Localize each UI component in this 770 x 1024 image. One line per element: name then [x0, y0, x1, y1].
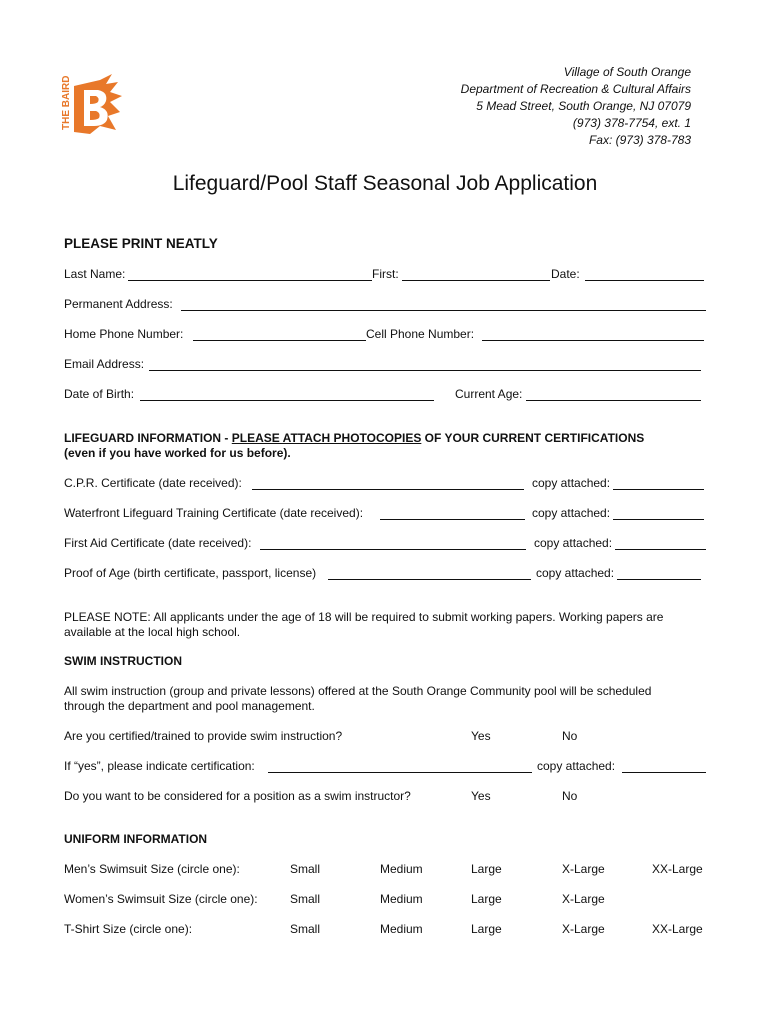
baird-logo — [60, 68, 130, 140]
date-label: Date: — [551, 267, 580, 281]
first-name-field[interactable] — [402, 280, 550, 281]
lifeguard-subheading: (even if you have worked for us before). — [64, 446, 291, 460]
org-address-block — [461, 64, 691, 149]
swim-certification-field[interactable] — [268, 772, 532, 773]
home-phone-label: Home Phone Number: — [64, 327, 184, 341]
dob-field[interactable] — [140, 400, 434, 401]
first-aid-label: First Aid Certificate (date received): — [64, 536, 252, 550]
org-line: (973) 378-7754, ext. 1 — [572, 116, 691, 130]
address-label: Permanent Address: — [64, 297, 173, 311]
lifeguard-heading — [64, 431, 644, 445]
first-aid-copy-label: copy attached: — [534, 536, 613, 550]
waterfront-copy-label: copy attached: — [532, 506, 611, 520]
cpr-copy-field[interactable] — [613, 489, 704, 490]
swim-certified-no[interactable]: No — [562, 729, 578, 743]
org-line: Fax: (973) 378-783 — [588, 133, 691, 147]
org-line: 5 Mead Street, South Orange, NJ 07079 — [476, 99, 691, 113]
size-option[interactable]: Small — [290, 862, 321, 876]
swim-intro-2: through the department and pool management. — [64, 699, 315, 713]
size-option[interactable]: Medium — [380, 922, 423, 936]
uniform-heading: UNIFORM INFORMATION — [64, 832, 208, 846]
swim-intro-1: All swim instruction (group and private lessons) offered at the South Orange Community pool will be scheduled — [64, 684, 652, 698]
swim-instructor-no[interactable]: No — [562, 789, 578, 803]
waterfront-copy-field[interactable] — [613, 519, 704, 520]
age-field[interactable] — [526, 400, 701, 401]
home-phone-field[interactable] — [193, 340, 366, 341]
womens-swimsuit-label: Women’s Swimsuit Size (circle one): — [64, 892, 258, 906]
size-option[interactable]: Large — [471, 922, 502, 936]
waterfront-label: Waterfront Lifeguard Training Certificate (date received): — [64, 506, 364, 520]
cpr-copy-label: copy attached: — [532, 476, 611, 490]
first-aid-date-field[interactable] — [260, 549, 526, 550]
cpr-label: C.P.R. Certificate (date received): — [64, 476, 242, 490]
logo-text: THE BAIRD — [61, 75, 72, 130]
proof-age-copy-label: copy attached: — [536, 566, 615, 580]
size-option[interactable]: X-Large — [562, 892, 605, 906]
size-option[interactable]: Large — [471, 892, 502, 906]
swim-certified-yes[interactable]: Yes — [471, 729, 491, 743]
size-option[interactable]: Large — [471, 862, 502, 876]
dob-label: Date of Birth: — [64, 387, 135, 401]
size-option[interactable]: Small — [290, 922, 321, 936]
swim-heading: SWIM INSTRUCTION — [64, 654, 182, 668]
lifeguard-heading-b: PLEASE ATTACH PHOTOCOPIES — [231, 431, 422, 445]
email-label: Email Address: — [64, 357, 145, 371]
note-line-2: available at the local high school. — [64, 625, 241, 639]
lifeguard-heading-a: LIFEGUARD INFORMATION - — [64, 431, 232, 445]
proof-age-label: Proof of Age (birth certificate, passport, license) — [64, 566, 317, 580]
proof-age-field[interactable] — [328, 579, 531, 580]
cell-phone-field[interactable] — [482, 340, 704, 341]
date-field[interactable] — [585, 280, 704, 281]
note-line-1: PLEASE NOTE: All applicants under the age of 18 will be required to submit working papers. Working papers are — [64, 610, 664, 624]
swim-copy-field[interactable] — [622, 772, 706, 773]
lifeguard-heading-c: OF YOUR CURRENT CERTIFICATIONS — [421, 431, 645, 445]
swim-instructor-yes[interactable]: Yes — [471, 789, 491, 803]
org-line: Village of South Orange — [563, 65, 691, 79]
print-note: PLEASE PRINT NEATLY — [64, 236, 218, 251]
last-name-label: Last Name: — [64, 267, 126, 281]
first-name-label: First: — [372, 267, 399, 281]
size-option[interactable]: Medium — [380, 862, 423, 876]
age-label: Current Age: — [455, 387, 523, 401]
address-field[interactable] — [181, 310, 706, 311]
email-field[interactable] — [149, 370, 701, 371]
waterfront-date-field[interactable] — [380, 519, 525, 520]
swim-question-instructor: Do you want to be considered for a position as a swim instructor? — [64, 789, 411, 803]
proof-age-copy-field[interactable] — [617, 579, 701, 580]
swim-copy-label: copy attached: — [537, 759, 616, 773]
size-option[interactable]: Small — [290, 892, 321, 906]
tshirt-label: T-Shirt Size (circle one): — [64, 922, 193, 936]
mens-swimsuit-label: Men’s Swimsuit Size (circle one): — [64, 862, 240, 876]
page-title: Lifeguard/Pool Staff Seasonal Job Application — [172, 172, 598, 195]
cell-phone-label: Cell Phone Number: — [366, 327, 475, 341]
last-name-field[interactable] — [128, 280, 372, 281]
swim-question-certified: Are you certified/trained to provide swim instruction? — [64, 729, 343, 743]
first-aid-copy-field[interactable] — [615, 549, 706, 550]
org-line: Department of Recreation & Cultural Affairs — [460, 82, 691, 96]
swim-certification-label: If “yes”, please indicate certification: — [64, 759, 255, 773]
cpr-date-field[interactable] — [252, 489, 524, 490]
size-option[interactable]: X-Large — [562, 922, 605, 936]
size-option[interactable]: XX-Large — [652, 862, 703, 876]
size-option[interactable]: XX-Large — [652, 922, 703, 936]
size-option[interactable]: Medium — [380, 892, 423, 906]
size-option[interactable]: X-Large — [562, 862, 605, 876]
